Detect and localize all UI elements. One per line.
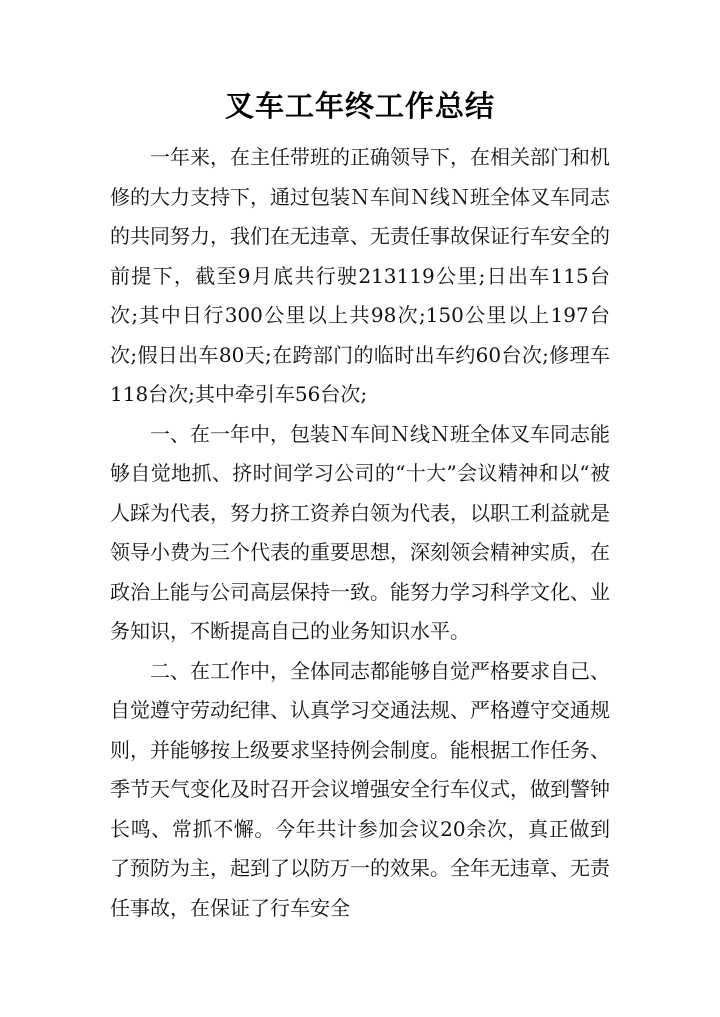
paragraph-intro: 一年来，在主任带班的正确领导下，在相关部门和机修的大力支持下，通过包装Ｎ车间Ｎ线Ｎ班全体叉车同志的共同努力，我们在无违章、无责任事故保证行车安全的前提下，截至9月底共行驶213119公里;日出车115台次;其中日行300公里以上共98次;150公里以上197台次;假日出车80天;在跨部门的临时出车约60台次;修理车118台次;其中牵引车56台次; — [110, 145, 610, 406]
paragraph-section-one: 一、在一年中，包装Ｎ车间Ｎ线Ｎ班全体叉车同志能够自觉地抓、挤时间学习公司的“十大”会议精神和以“被人踩为代表，努力挤工资养白领为代表，以职工利益就是领导小费为三个代表的重要思想，深刻领会精神实质，在政治上能与公司高层保持一致。能努力学习科学文化、业务知识，不断提高自己的业务知识水平。 — [110, 421, 610, 643]
paragraph-section-two: 二、在工作中，全体同志都能够自觉严格要求自己、自觉遵守劳动纪律、认真学习交通法规、严格遵守交通规则，并能够按上级要求坚持例会制度。能根据工作任务、季节天气变化及时召开会议增强安全行车仪式，做到警钟长鸣、常抓不懈。今年共计参加会议20余次，真正做到了预防为主，起到了以防万一的效果。全年无违章、无责任事故，在保证了行车安全 — [110, 658, 610, 920]
page-title: 叉车工年终工作总结 — [224, 89, 495, 123]
document-body — [110, 138, 610, 928]
